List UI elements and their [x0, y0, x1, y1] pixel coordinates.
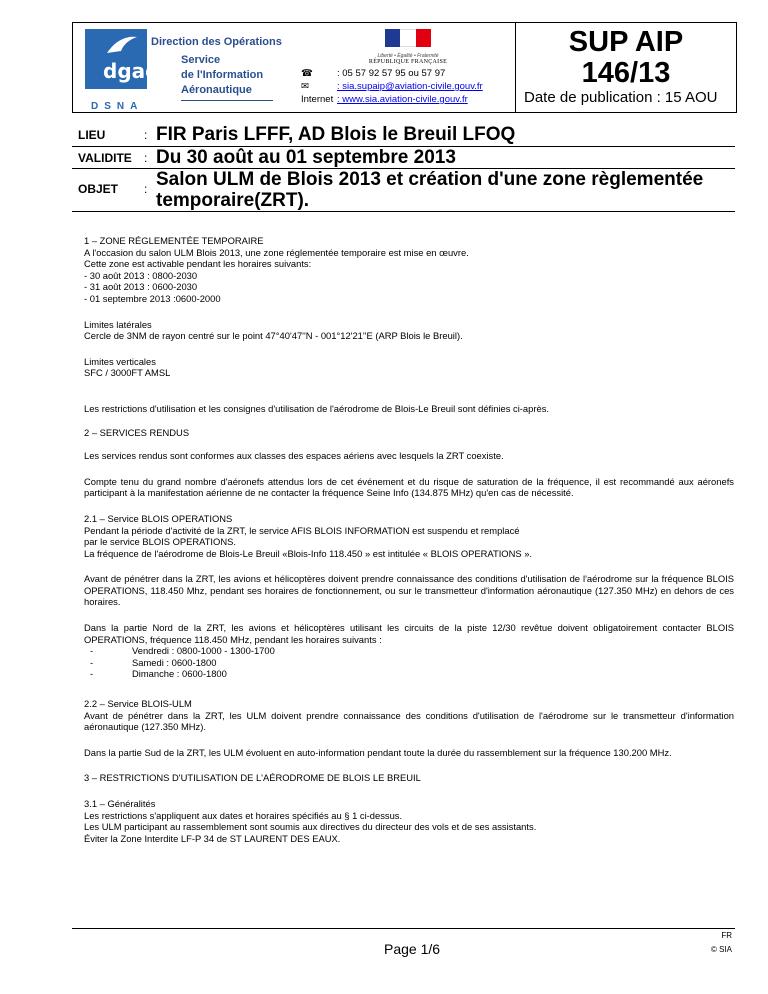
schedule-line: - 31 août 2013 : 0600-2030 — [84, 281, 198, 293]
dgac-logo-text: dgac — [103, 59, 157, 83]
contact-block — [301, 67, 483, 106]
paragraph: Avant de pénétrer dans la ZRT, les avions et hélicoptères doivent prendre connaissance des conditions d'utilisation de l'aérodrome sur la fréquence BLOIS OPERATIONS, 118.450 Mhz, pendant ses horaires de fonctionnement, ou sur le transmetteur d'information aéronautique (127.350 MHz) en dehors de ces horaires. — [84, 573, 734, 608]
list-item — [84, 657, 734, 669]
paragraph: Les services rendus sont conformes aux classes des espaces aériens avec lesquels la ZRT coexiste. — [84, 450, 504, 462]
dsna-logo-text: DSNA — [91, 101, 144, 112]
validite-label: VALIDITE — [78, 151, 132, 165]
paragraph: Dans la partie Sud de la ZRT, les ULM évoluent en auto-information pendant toute la durée du rassemblement sur la fréquence 130.200 MHz. — [84, 746, 672, 758]
direction-label: Direction des Opérations — [151, 36, 282, 48]
service-line-3: Aéronautique — [181, 84, 252, 96]
document-body — [84, 235, 734, 854]
service-line-1: Service — [181, 54, 221, 66]
paragraph-line: Cette zone est activable pendant les horaires suivants: — [84, 258, 312, 270]
footer-copyright: © SIA — [710, 945, 732, 954]
page-number: Page 1/6 — [384, 941, 441, 957]
republique-text: RÉPUBLIQUE FRANÇAISE — [368, 59, 448, 65]
section-heading: 1 – ZONE RÉGLEMENTÉE TEMPORAIRE — [84, 235, 264, 246]
hours-item: Dimanche : 0600-1800 — [132, 668, 227, 680]
footer-language: FR — [721, 931, 732, 940]
header-box — [72, 22, 737, 113]
devise-text: Liberté • Égalité • Fraternité — [377, 53, 439, 59]
section-1 — [84, 235, 734, 305]
hours-item: Vendredi : 0800-1000 - 1300-1700 — [132, 645, 275, 657]
phone-icon: ☎ — [301, 68, 313, 79]
section-heading: 2.1 – Service BLOIS OPERATIONS — [84, 512, 233, 524]
service-line-2: de l'Information — [181, 69, 264, 81]
hours-list — [84, 645, 734, 680]
restrictions-intro: Les restrictions d'utilisation et les consignes d'utilisation de l'aérodrome de Blois-Le Breuil sont définies ci-après. — [84, 402, 549, 414]
paragraph: Compte tenu du grand nombre d'aéronefs attendus lors de cet événement et du risque de saturation de la fréquence, il est recommandé aux aéronefs participant à la manifestation aérienne de ne contacter la fréquence Seine Info (134.875 MHz) qu'en cas de nécessité. — [84, 475, 734, 499]
lieu-row — [72, 124, 735, 146]
bullet-dash: - — [90, 656, 94, 668]
dgac-logo — [85, 29, 157, 89]
validite-row — [72, 147, 735, 169]
phone-row — [301, 67, 483, 80]
service-underline — [181, 100, 273, 101]
paragraph-line: par le service BLOIS OPERATIONS. — [84, 536, 236, 548]
sup-aip-title — [516, 27, 736, 89]
paragraph: Dans la partie Nord de la ZRT, les avions et hélicoptères utilisant les circuits de la piste 12/30 revêtue doivent obligatoirement contacter BLOIS OPERATIONS, fréquence 118.450 MHz, pendant les horaires suivants : — [84, 622, 734, 645]
envelope-icon: ✉ — [301, 81, 309, 92]
paragraph-line: Avant de pénétrer dans la ZRT, les ULM doivent prendre connaissance des conditions d'utilisation de l'aérodrome sur le transmetteur d'information aéronautique (127.350 MHz). — [84, 709, 734, 733]
sup-aip-box — [515, 22, 737, 112]
section-2-heading: 2 – SERVICES RENDUS — [84, 426, 190, 438]
marianne-flag-icon — [385, 29, 431, 47]
internet-row — [301, 93, 483, 106]
paragraph-line: La fréquence de l'aérodrome de Blois-Le Breuil «Blois-Info 118.450 » est intitulée « BLOIS OPERATIONS ». — [84, 547, 533, 559]
paragraph-line: SFC / 3000FT AMSL — [84, 367, 171, 379]
internet-label: Internet — [301, 94, 334, 105]
dgac-logo-block — [73, 23, 287, 112]
section-3-heading: 3 – RESTRICTIONS D'UTILISATION DE L'AÉRODROME DE BLOIS LE BREUIL — [84, 772, 421, 784]
bird-icon — [85, 31, 147, 61]
section-heading: 2.2 – Service BLOIS-ULM — [84, 698, 192, 710]
validite-colon: : — [144, 151, 148, 165]
subheading: Limites latérales — [84, 318, 152, 330]
sup-aip-line1: SUP AIP — [568, 26, 684, 58]
bullet-dash: - — [90, 645, 94, 657]
objet-line-1: Salon ULM de Blois 2013 et création d'une zone règlementée — [156, 169, 704, 190]
lieu-colon: : — [144, 128, 148, 142]
lateral-limits — [84, 319, 734, 342]
validite-value: Du 30 août au 01 septembre 2013 — [156, 147, 456, 168]
republique-logo — [363, 27, 453, 67]
objet-line-2: temporaire(ZRT). — [156, 190, 310, 211]
schedule-line: - 30 août 2013 : 0800-2030 — [84, 269, 198, 281]
paragraph-line: Pendant la période d'activité de la ZRT, le service AFIS BLOIS INFORMATION est suspendu et remplacé — [84, 524, 520, 536]
footer-divider — [72, 928, 735, 929]
bullet-dash: - — [90, 668, 94, 680]
objet-value — [156, 169, 703, 211]
divider — [72, 211, 735, 212]
section-2-2 — [84, 698, 734, 733]
paragraph-line: A l'occasion du salon ULM Blois 2013, une zone réglementée temporaire est mise en œuvre. — [84, 246, 469, 258]
paragraph-line: Cercle de 3NM de rayon centré sur le point 47°40'47''N - 001°12'21''E (ARP Blois le Breuil). — [84, 330, 463, 342]
objet-row — [72, 169, 735, 211]
sup-aip-number: 146/13 — [581, 57, 671, 89]
objet-colon: : — [144, 182, 148, 196]
website-link[interactable]: : www.sia.aviation-civile.gouv.fr — [337, 94, 468, 105]
list-item — [84, 645, 734, 657]
section-heading: 3.1 – Généralités — [84, 798, 156, 809]
email-link[interactable]: : sia.supaip@aviation-civile.gouv.fr — [337, 81, 483, 92]
publication-date: Date de publication : 15 AOU — [524, 89, 718, 106]
schedule-line: - 01 septembre 2013 :0600-2000 — [84, 292, 221, 304]
subheading: Limites verticales — [84, 355, 156, 367]
email-row — [301, 80, 483, 93]
paragraph-line: Les ULM participant au rassemblement sont soumis aux directives du directeur des vols et de ses assistants. — [84, 821, 537, 833]
phone-number: : 05 57 92 57 95 ou 57 97 — [337, 68, 446, 79]
paragraph-line: Éviter la Zone Interdite LF-P 34 de ST LAURENT DES EAUX. — [84, 832, 341, 844]
lieu-value: FIR Paris LFFF, AD Blois le Breuil LFOQ — [156, 124, 516, 145]
lieu-label: LIEU — [78, 128, 106, 142]
list-item — [84, 668, 734, 680]
objet-label: OBJET — [78, 182, 119, 196]
section-3-1 — [84, 798, 734, 844]
vertical-limits — [84, 356, 734, 379]
section-2-1 — [84, 513, 734, 559]
service-label — [181, 53, 263, 98]
paragraph-line: Les restrictions s'appliquent aux dates et horaires spécifiés au § 1 ci-dessus. — [84, 809, 403, 821]
hours-item: Samedi : 0600-1800 — [132, 656, 217, 668]
